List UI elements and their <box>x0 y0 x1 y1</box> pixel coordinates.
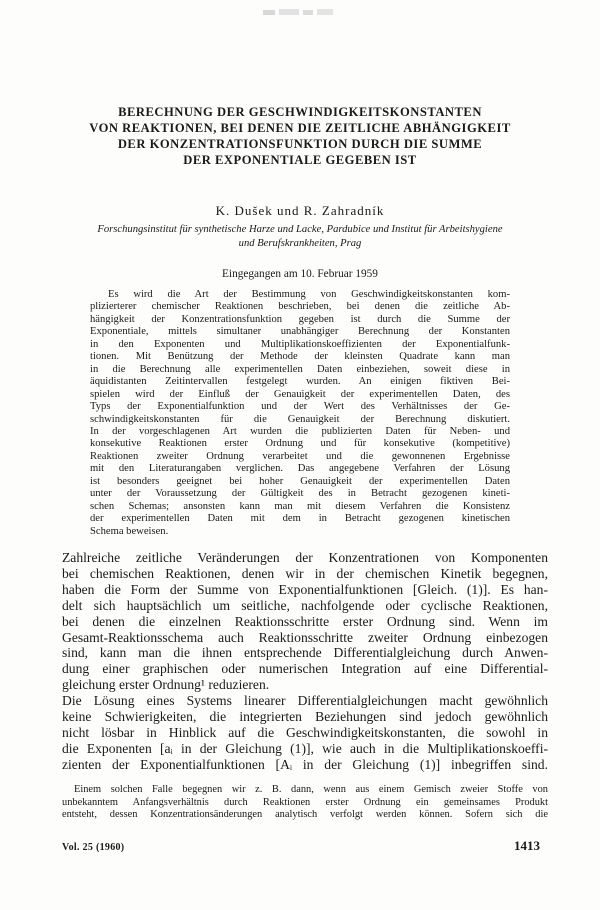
affiliation-line: Forschungsinstitut für synthetische Harze und Lacke, Pardubice und Institut für Arbeitshygiene <box>97 224 503 235</box>
abstract-line: schwindigkeitskonstanten für die Genauigkeit der Berechnung diskutiert. <box>90 413 510 425</box>
volume-info: Vol. 25 (1960) <box>62 842 125 853</box>
article-title <box>60 104 540 168</box>
body-line: die Exponenten [aᵢ in der Gleichung (1)], wie auch in die Multiplikationskoeffi- <box>62 740 548 756</box>
abstract-line: plizierterer chemischer Reaktionen beschrieben, bei denen die zeitliche Ab- <box>90 301 510 313</box>
abstract-line: der experimentellen Daten mit dem in Betracht gezogenen kinetischen <box>90 513 510 525</box>
affiliation-line: und Berufskrankheiten, Prag <box>238 238 362 249</box>
abstract-line: tionen. Mit Benützung der Methode der kleinsten Quadrate kann man <box>90 351 510 363</box>
abstract-line: Es wird die Art der Bestimmung von Geschwindigkeitskonstanten kom- <box>108 289 510 300</box>
title-line: DER KONZENTRATIONSFUNKTION DURCH DIE SUMME <box>117 137 483 151</box>
page-number: 1413 <box>514 838 540 853</box>
body-line: gleichung erster Ordnung¹ reduzieren. <box>62 677 270 693</box>
abstract-line: konsekutive Reaktionen erster Ordnung und für konsekutive (kompetitive) <box>90 438 510 450</box>
body-line: delt sich hauptsächlich um seitliche, nachfolgende oder cyclische Reaktionen, <box>62 597 548 613</box>
abstract-line: In der vorgeschlagenen Art wurden die publizierten Daten für Neben- und <box>90 425 510 437</box>
affiliation <box>40 223 560 251</box>
abstract-line: in den Exponenten und Multiplikationskoeffizienten der Exponentialfunk- <box>90 338 510 350</box>
abstract-line: in die Berechnung alle experimentellen Daten einbeziehen, soweit diese in <box>90 363 510 375</box>
title-line: DER EXPONENTIALE GEGEBEN IST <box>183 153 417 167</box>
abstract <box>90 289 510 538</box>
title-line: VON REAKTIONEN, BEI DENEN DIE ZEITLICHE ABHÄNGIGKEIT <box>89 121 511 135</box>
body-line: Die Lösung eines Systems linearer Differentialgleichungen macht gewöhnlich <box>62 693 548 709</box>
abstract-line: Reaktionen zweiter Ordnung verarbeitet und die gewonnenen Ergebnisse <box>90 450 510 462</box>
abstract-line: äquidistanten Zeitintervallen festgelegt wurden. An einigen fiktiven Bei- <box>90 376 510 388</box>
abstract-line: spielen wird der Einfluß der Genauigkeit der experimentellen Daten, des <box>90 388 510 400</box>
body-line: keine Schwierigkeiten, die integrierten Beziehungen sind jedoch gewöhnlich <box>62 709 548 725</box>
abstract-line: ist besonders geeignet bei hoher Genauigkeit der experimentellen Daten <box>90 475 510 487</box>
body-line: bei denen die einzelnen Reaktionsschritte erster Ordnung sind. Wenn im <box>62 613 548 629</box>
abstract-line: hängigkeit der Konzentrationsfunktion gegeben ist durch die Summe der <box>90 313 510 325</box>
body-line: bei chemischen Reaktionen, denen wir in der chemischen Kinetik begegnen, <box>62 565 548 581</box>
body-line: nicht lösbar in Hinblick auf die Geschwindigkeitskonstanten, die sowohl in <box>62 724 548 740</box>
footnote-line: unbekanntem Anfangsverhältnis durch Reaktionen erster Ordnung ein gemeinsames Produkt <box>62 796 548 808</box>
footnote <box>62 784 548 822</box>
abstract-line: Typs der Exponentialfunktion und der Wert des Verhältnisses der Ge- <box>90 401 510 413</box>
body-line: Gesamt-Reaktionsschema auch Reaktionsschritte zweiter Ordnung einbezogen <box>62 629 548 645</box>
abstract-line: Schema beweisen. <box>90 525 169 537</box>
body-line: Zahlreiche zeitliche Veränderungen der Konzentrationen von Komponenten <box>62 550 548 565</box>
body-line: dung einer graphischen oder numerischen Integration auf eine Differential- <box>62 661 548 677</box>
footnote-line: Einem solchen Falle begegnen wir z. B. dann, wenn aus einem Gemisch zweier Stoffe von <box>74 784 548 795</box>
body-line: haben die Form der Summe von Exponentialfunktionen [Gleich. (1)]. Es han- <box>62 581 548 597</box>
body-text <box>62 550 548 773</box>
abstract-line: unter der Voraussetzung der Gültigkeit des in Betracht gezogenen kineti- <box>90 488 510 500</box>
abstract-line: schen Schemas; ansonsten kann man mit diesem Verfahren die Konsistenz <box>90 500 510 512</box>
authors: K. Dušek und R. Zahradník <box>215 203 385 218</box>
title-line: BERECHNUNG DER GESCHWINDIGKEITSKONSTANTEN <box>118 105 482 119</box>
received-date: Eingegangen am 10. Februar 1959 <box>222 268 378 280</box>
body-line: sind, kann man die ihnen entsprechende Differentialgleichung durch Anwen- <box>62 645 548 661</box>
body-line: zienten der Exponentialfunktionen [Aᵢ in der Gleichung (1)] inbegriffen sind. <box>62 756 548 772</box>
abstract-line: mit den Literaturangaben verglichen. Das angegebene Verfahren der Lösung <box>90 463 510 475</box>
abstract-line: Exponentiale, mittels simultaner unabhängiger Berechnung der Konstanten <box>90 326 510 338</box>
library-stamp <box>255 6 345 20</box>
footnote-line: entsteht, dessen Konzentrationsänderungen analytisch verfolgt werden können. Sofern sich die <box>62 809 548 821</box>
